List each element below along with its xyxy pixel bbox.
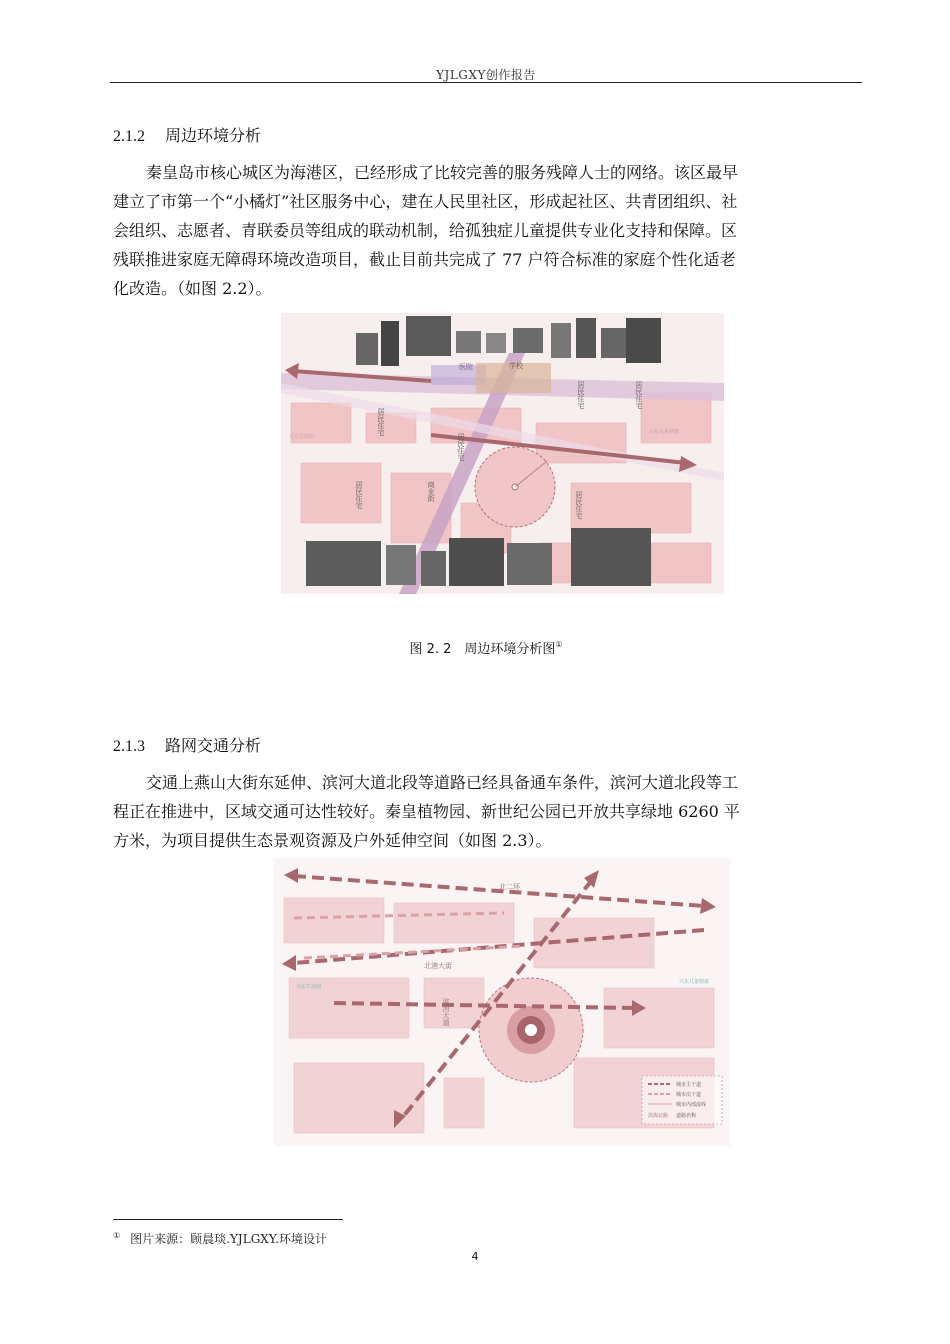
paragraph-line: 秦皇岛市核心城区为海港区，已经形成了比较完善的服务残障人士的网络。该区最早 [146, 163, 739, 182]
legend-road-name-sample: 滨海北路 [648, 1113, 669, 1119]
section-title: 周边环境分析 [165, 126, 262, 145]
paragraph-line: 交通上燕山大街东延伸、滨河大道北段等道路已经具备通车条件，滨河大道北段等工 [146, 773, 739, 792]
label-beigang: 北港大街 [424, 962, 452, 970]
paragraph-line: 建立了市第一个“小橘灯”社区服务中心，建在人民里社区，形成起社区、共青团组织、社 [113, 192, 738, 211]
caption-footnote-mark: ① [555, 640, 563, 649]
road-network-map [274, 858, 730, 1146]
label-residence-6: 居民住宅 [575, 491, 583, 519]
legend-road-name-label: 道路名称 [676, 1113, 697, 1119]
surrounding-environment-map [281, 313, 724, 594]
footnote-rule [113, 1219, 343, 1220]
label-residence-4: 居民住宅 [457, 433, 465, 461]
label-residence-5: 居民住宅 [355, 481, 363, 509]
label-residence-3: 居民住宅 [635, 381, 643, 409]
page-number: 4 [471, 1250, 479, 1263]
section-title: 路网交通分析 [165, 736, 262, 755]
section-heading-212 [113, 123, 261, 146]
legend-inner-flow: 城市内部流线 [676, 1102, 707, 1108]
paragraph-213 [113, 768, 858, 855]
paragraph-line: 化改造。（如图 2.2）。 [113, 279, 272, 298]
label-park-right: 兴东儿童精康 [649, 429, 680, 435]
label-school: 学校 [509, 362, 523, 370]
label-north-ring: 北二环 [499, 883, 520, 891]
page-header: YJLGXY创作报告 [436, 68, 536, 82]
label-park-left: 兴东生态园 [296, 984, 322, 990]
map-legend [642, 1076, 722, 1124]
legend-secondary-road: 城市次干道 [676, 1092, 702, 1098]
legend-main-road: 城市主干道 [676, 1082, 702, 1088]
paragraph-line: 残联推进家庭无障碍环境改造项目，截止目前共完成了 77 户符合标准的家庭个性化适老 [113, 250, 736, 269]
caption-text: 图 2. 2 周边环境分析图 [409, 642, 556, 657]
section-number: 2.1.3 [113, 738, 145, 755]
label-binhe: 滨河大道 [442, 998, 450, 1026]
footnote-text: 图片来源：顾晨琰.YJLGXY.环境设计 [130, 1232, 328, 1246]
paragraph-212 [113, 158, 858, 303]
section-heading-213 [113, 733, 261, 756]
label-residence-2: 居民住宅 [577, 381, 585, 409]
label-park-left: 兴东生态园 [289, 434, 315, 440]
road-network-svg [274, 858, 730, 1146]
footnote-mark: ① [113, 1231, 121, 1240]
label-park-right: 兴东儿童精康 [679, 979, 710, 985]
figure-caption-22 [110, 638, 862, 657]
label-hospital: 医院 [459, 363, 473, 371]
environment-map-svg [281, 313, 724, 594]
paragraph-line: 程正在推进中，区域交通可达性较好。秦皇植物园、新世纪公园已开放共享绿地 6260 平 [113, 802, 740, 821]
label-residence-1: 居民住宅 [377, 408, 385, 436]
header-rule [110, 82, 862, 83]
paragraph-line: 方米，为项目提供生态景观资源及户外延伸空间（如图 2.3）。 [113, 831, 552, 850]
footnote [113, 1230, 327, 1247]
label-commercial: 商业街 [427, 481, 435, 502]
section-number: 2.1.2 [113, 128, 145, 145]
paragraph-line: 会组织、志愿者、青联委员等组成的联动机制，给孤独症儿童提供专业化支持和保障。区 [113, 221, 738, 240]
